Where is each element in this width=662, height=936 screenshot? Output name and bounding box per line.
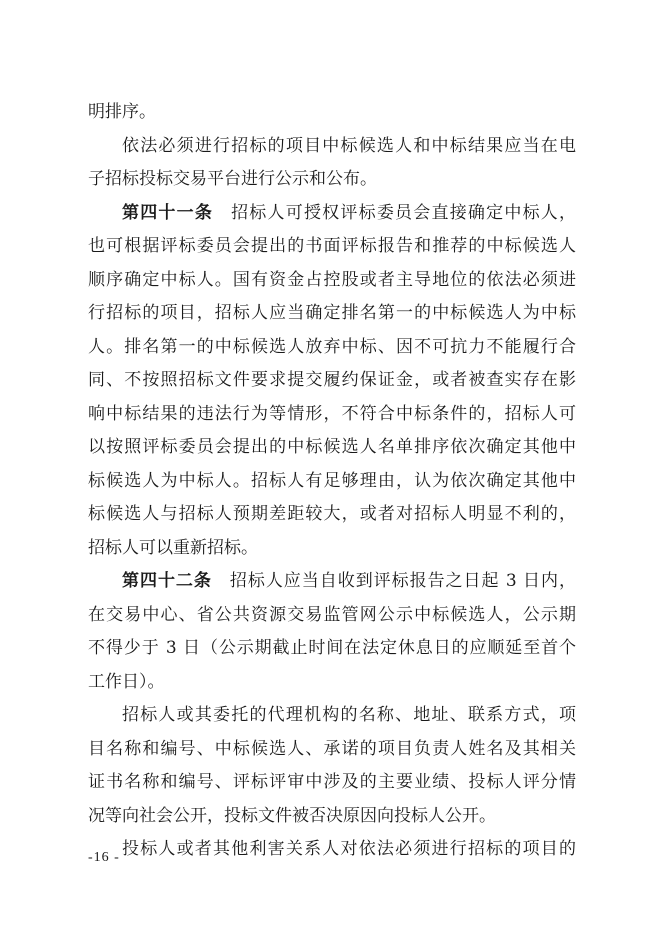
paragraph-article-42	[88, 565, 576, 699]
text-line: 不得少于 3 日（公示期截止时间在法定休息日的应顺延至首个	[88, 638, 576, 658]
text-line: 投标人或者其他利害关系人对依法必须进行招标的项目的	[122, 839, 576, 859]
text-line: 标候选人与招标人预期差距较大，或者对招标人明显不利的，	[88, 504, 576, 524]
text-line: 工作日）。	[88, 671, 165, 692]
text-line: 招标人可以重新招标。	[88, 537, 258, 558]
paragraph-article-41	[88, 197, 576, 566]
text-line: 在交易中心、省公共资源交易监管网公示中标候选人，公示期	[88, 604, 576, 625]
text-line: 招标人或其委托的代理机构的名称、地址、联系方式，项	[122, 705, 576, 725]
text-line: 响中标结果的违法行为等情形，不符合中标条件的，招标人可	[88, 403, 576, 424]
text-line: 也可根据评标委员会提出的书面评标报告和推荐的中标候选人	[88, 236, 576, 256]
text-line: 同、不按照招标文件要求提交履约保证金，或者被查实存在影	[88, 370, 576, 390]
text-line: 人。排名第一的中标候选人放弃中标、因不可抗力不能履行合	[88, 336, 576, 357]
text-line: 明排序。	[88, 102, 156, 122]
text-line: 证书名称和编号、评标评审中涉及的主要业绩、投标人评分情	[88, 772, 576, 792]
article-heading: 第四十二条	[122, 571, 212, 591]
text-line: 标候选人为中标人。招标人有足够理由，认为依次确定其他中	[88, 470, 576, 491]
article-text: 招标人可授权评标委员会直接确定中标人，	[231, 202, 577, 223]
text-line: 目名称和编号、中标候选人、承诺的项目负责人姓名及其相关	[88, 738, 576, 759]
article-text: 招标人应当自收到评标报告之日起 3 日内，	[229, 571, 577, 591]
text-line: 子招标投标交易平台进行公示和公布。	[88, 169, 377, 189]
document-page	[88, 96, 576, 867]
paragraph-disclosure	[88, 699, 576, 833]
text-line: 行招标的项目，招标人应当确定排名第一的中标候选人为中标	[88, 303, 576, 323]
text-line	[88, 197, 576, 231]
text-line: 顺序确定中标人。国有资金占控股或者主导地位的依法必须进	[88, 269, 576, 290]
text-line	[88, 565, 576, 599]
text-line: 依法必须进行招标的项目中标候选人和中标结果应当在电	[122, 135, 576, 156]
paragraph-objection	[88, 833, 576, 867]
text-line: 以按照评标委员会提出的中标候选人名单排序依次确定其他中	[88, 437, 576, 457]
article-heading: 第四十一条	[122, 202, 214, 223]
text-line: 况等向社会公开，投标文件被否决原因向投标人公开。	[88, 805, 496, 826]
page-number: -16 -	[88, 850, 120, 865]
paragraph-continuation	[88, 96, 576, 130]
paragraph-publicity	[88, 130, 576, 197]
